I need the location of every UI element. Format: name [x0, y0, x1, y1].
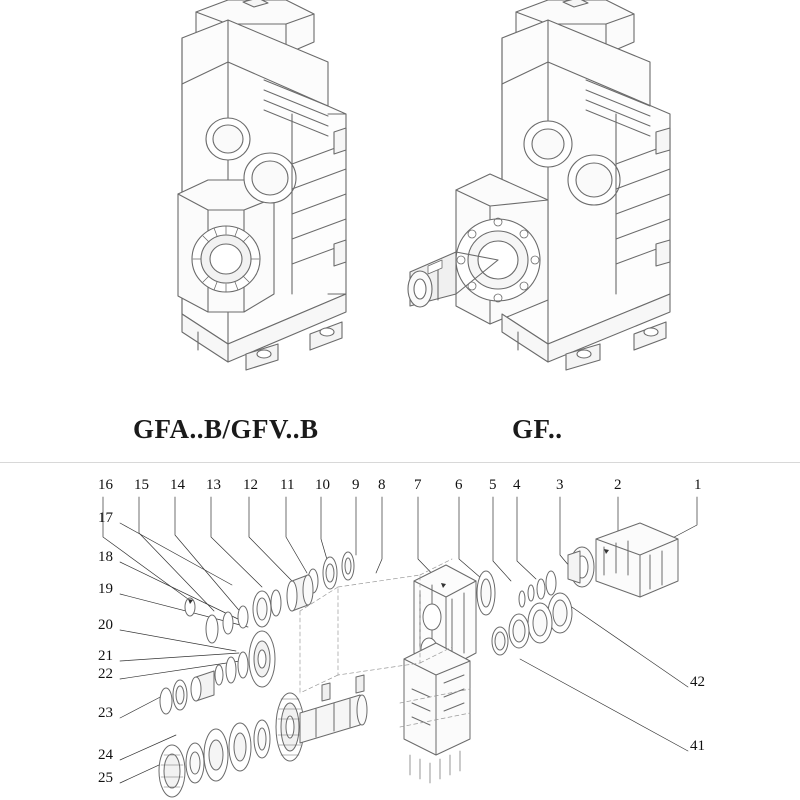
- gearbox-assembly-left: [78, 0, 398, 404]
- callout-5: 5: [489, 477, 497, 493]
- callout-25: 25: [98, 770, 113, 786]
- callout-9: 9: [352, 477, 360, 493]
- callout-3: 3: [556, 477, 564, 493]
- exploded-view: [0, 463, 800, 800]
- callout-18: 18: [98, 549, 113, 565]
- callout-22: 22: [98, 666, 113, 682]
- gearbox-assembly-right: [398, 0, 728, 404]
- callout-12: 12: [243, 477, 258, 493]
- callout-24: 24: [98, 747, 113, 763]
- exploded-parts-drawing: [0, 463, 800, 800]
- callout-17: 17: [98, 510, 113, 526]
- callout-8: 8: [378, 477, 386, 493]
- callout-16: 16: [98, 477, 113, 493]
- callout-15: 15: [134, 477, 149, 493]
- callout-41: 41: [690, 738, 705, 754]
- callout-7: 7: [414, 477, 422, 493]
- callout-13: 13: [206, 477, 221, 493]
- callout-2: 2: [614, 477, 622, 493]
- callout-42: 42: [690, 674, 705, 690]
- callout-23: 23: [98, 705, 113, 721]
- callout-6: 6: [455, 477, 463, 493]
- callout-10: 10: [315, 477, 330, 493]
- callout-14: 14: [170, 477, 185, 493]
- callout-11: 11: [280, 477, 295, 493]
- caption-gf: GF..: [512, 414, 563, 444]
- caption-gfa-gfv: GFA..B/GFV..B: [133, 414, 319, 444]
- callout-1: 1: [694, 477, 702, 493]
- callout-20: 20: [98, 617, 113, 633]
- callout-4: 4: [513, 477, 521, 493]
- callout-21: 21: [98, 648, 113, 664]
- callout-19: 19: [98, 581, 113, 597]
